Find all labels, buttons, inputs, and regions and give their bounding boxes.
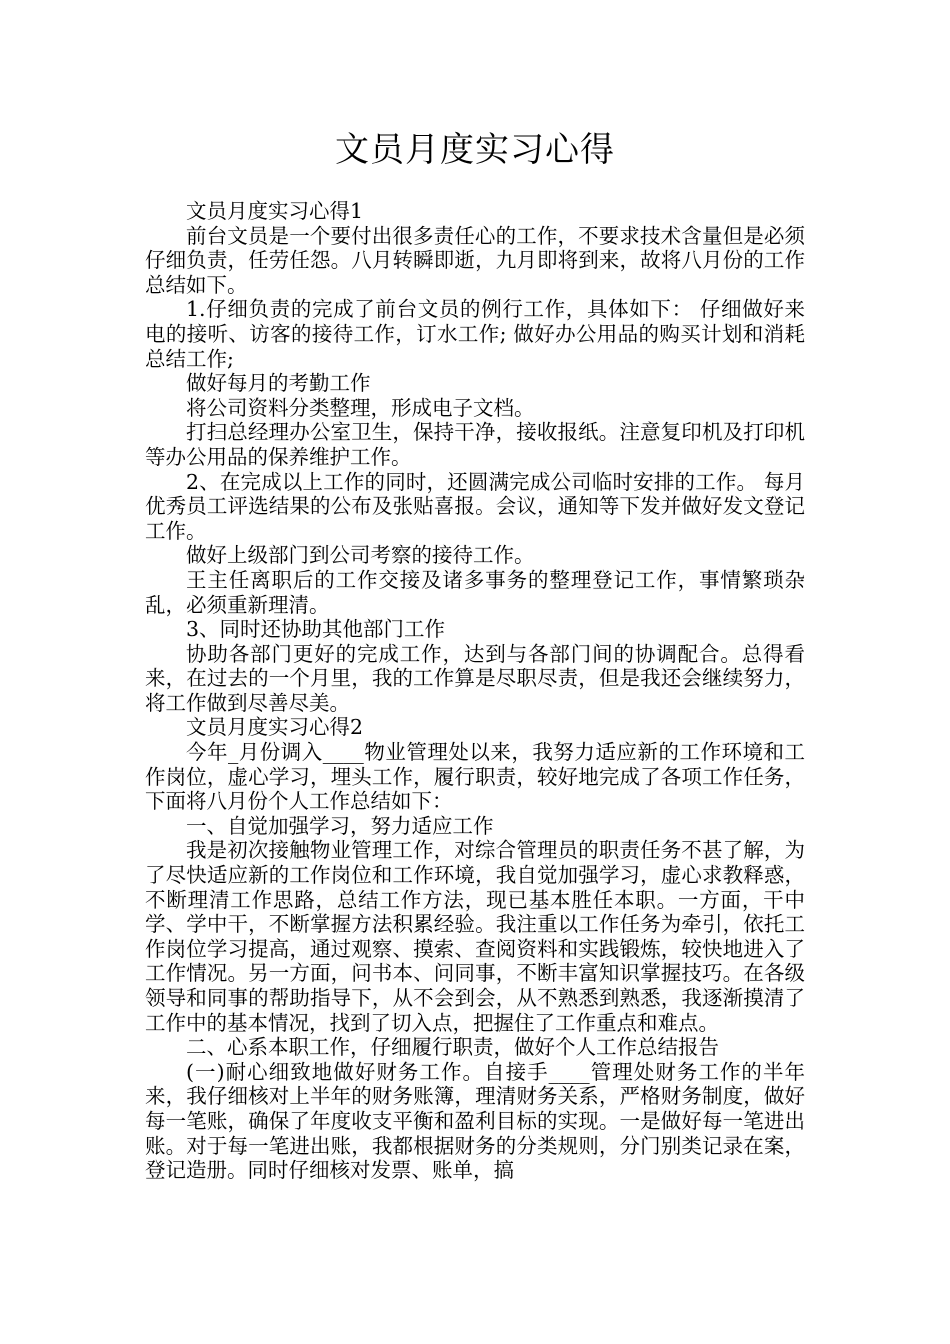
paragraph: 做好每月的考勤工作 [186, 371, 371, 396]
section-heading-1: 文员月度实习心得1 [186, 199, 364, 223]
paragraph: 1.仔细负责的完成了前台文员的例行工作，具体如下： 仔细做好来电的接听、访客的接待工作，订水工作; 做好办公用品的购买计划和消耗总结工作; [145, 297, 805, 371]
paragraph: 前台文员是一个要付出很多责任心的工作，不要求技术含量但是必须仔细负责，任劳任怨。八月转瞬即逝，九月即将到来，故将八月份的工作总结如下。 [145, 223, 805, 297]
paragraph: 2、在完成以上工作的同时，还圆满完成公司临时安排的工作。 每月优秀员工评选结果的公布及张贴喜报。会议，通知等下发并做好发文登记工作。 [145, 469, 805, 543]
paragraph: 打扫总经理办公室卫生，保持干净，接收报纸。注意复印机及打印机等办公用品的保养维护工作。 [145, 420, 805, 469]
paragraph: 今年_月份调入____物业管理处以来，我努力适应新的工作环境和工作岗位，虚心学习，埋头工作，履行职责，较好地完成了各项工作任务，下面将八月份个人工作总结如下： [145, 740, 805, 814]
subsection-heading: 一、自觉加强学习，努力适应工作 [186, 813, 494, 838]
paragraph: 协助各部门更好的完成工作，达到与各部门间的协调配合。总得看来，在过去的一个月里，我的工作算是尽职尽责，但是我还会继续努力，将工作做到尽善尽美。 [145, 641, 805, 715]
section-heading-2: 文员月度实习心得2 [186, 715, 364, 740]
paragraph: 王主任离职后的工作交接及诸多事务的整理登记工作，事情繁琐杂乱，必须重新理清。 [145, 567, 805, 617]
document-body [145, 199, 805, 1183]
paragraph: 做好上级部门到公司考察的接待工作。 [186, 543, 535, 568]
paragraph: 我是初次接触物业管理工作，对综合管理员的职责任务不甚了解，为了尽快适应新的工作岗位和工作环境，我自觉加强学习，虚心求教释惑，不断理清工作思路，总结工作方法，现已基本胜任本职。一方面，干中学、学中干，不断掌握方法积累经验。我注重以工作任务为牵引，依托工作岗位学习提高，通过观察、摸索、查阅资料和实践锻炼，较快地进入了工作情况。另一方面，问书本、问同事，不断丰富知识掌握技巧。在各级领导和同事的帮助指导下，从不会到会，从不熟悉到熟悉，我逐渐摸清了工作中的基本情况，找到了切入点，把握住了工作重点和难点。 [145, 838, 805, 1035]
paragraph: 将公司资料分类整理，形成电子文档。 [186, 395, 535, 420]
paragraph: 3、同时还协助其他部门工作 [186, 617, 446, 642]
paragraph: (一)耐心细致地做好财务工作。自接手____管理处财务工作的半年来，我仔细核对上半年的财务账簿，理清财务关系，严格财务制度，做好每一笔账，确保了年度收支平衡和盈利目标的实现。一是做好每一笔进出账。对于每一笔进出账，我都根据财务的分类规则，分门别类记录在案，登记造册。同时仔细核对发票、账单，搞 [145, 1059, 805, 1183]
document-title: 文员月度实习心得 [335, 130, 615, 170]
subsection-heading: 二、心系本职工作，仔细履行职责，做好个人工作总结报告 [186, 1035, 719, 1060]
